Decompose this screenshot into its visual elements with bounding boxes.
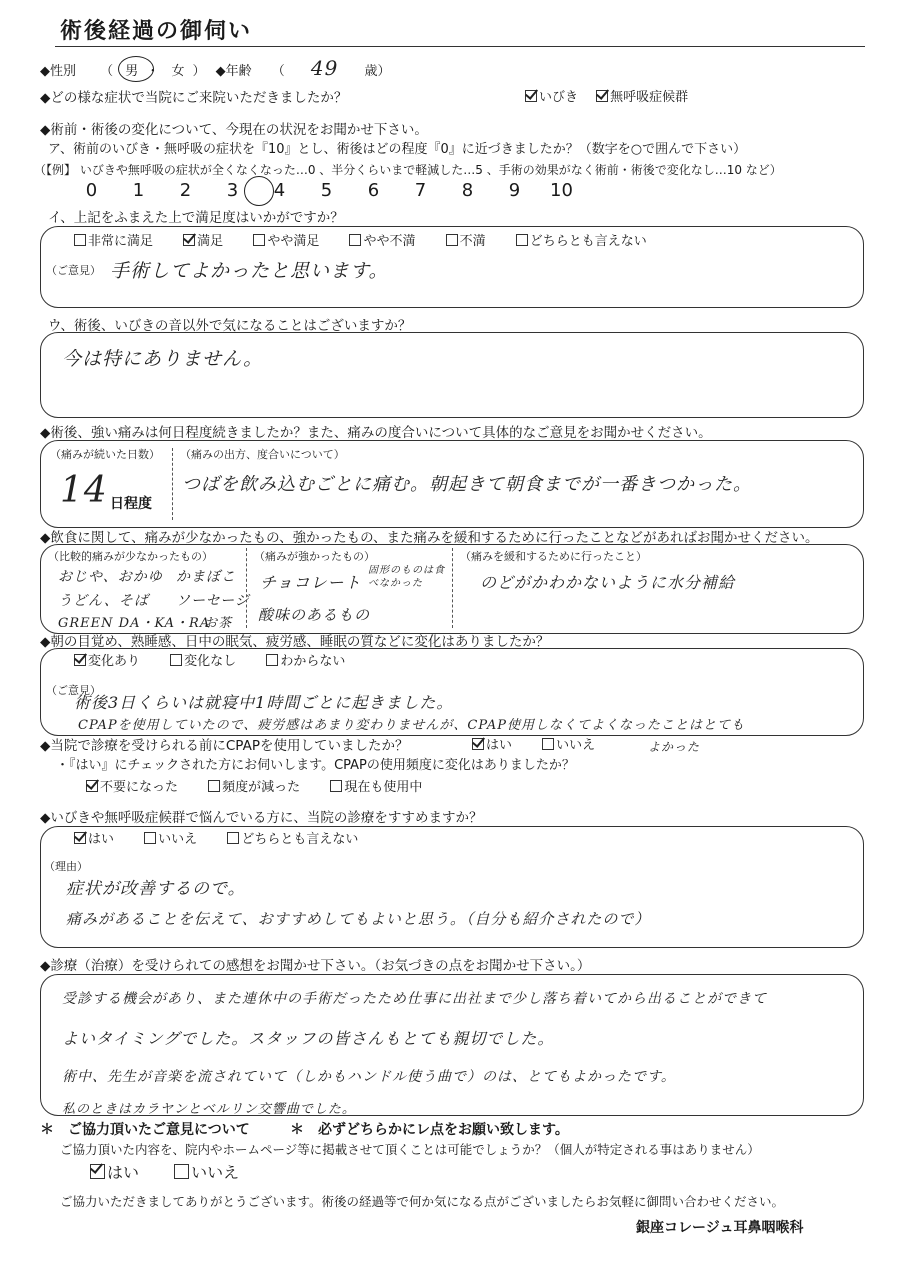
satisfaction-question: イ、上記をふまえた上で満足度はいかがですか？ [48, 210, 344, 226]
pain-divider [172, 448, 173, 520]
option-unknown: わからない [280, 654, 346, 669]
food-less-item-6: お茶 [204, 616, 233, 631]
consent-heading-left: ＊ ご協力頂いたご意見について [40, 1122, 250, 1138]
gender-female: 女 [171, 64, 185, 79]
cpap-options [472, 738, 621, 754]
option-snoring: いびき [539, 90, 579, 105]
impression-line4: 私のときはカラヤンとベルリン交響曲でした。 [62, 1102, 356, 1117]
food-less-item-2: かまぼこ [176, 569, 236, 585]
food-strong-item-2: 固形のものは食べなかった [368, 565, 445, 589]
food-less-label: （比較的痛みが少なかったもの） [48, 550, 213, 563]
checkbox-snoring[interactable] [525, 90, 537, 102]
option-somewhat-dissatisfied: やや不満 [363, 234, 416, 249]
scale-3[interactable]: 3 [226, 180, 239, 201]
checkbox-consent-yes[interactable] [90, 1164, 105, 1179]
recommend-reason-label: （理由） [44, 860, 88, 873]
option-somewhat-satisfied: やや満足 [267, 234, 320, 249]
other-answer: 今は特にありません。 [62, 348, 264, 370]
option-very-satisfied: 非常に満足 [88, 234, 154, 249]
satisfaction-comment: 手術してよかったと思います。 [110, 260, 389, 282]
cpap-follow-options [86, 780, 448, 796]
pain-days-value: 14 [60, 470, 108, 511]
consent-question: ご協力頂いた内容を、院内やホームページ等に掲載させて頂くことは可能でしょうか？（個人が特定される事はありません） [60, 1142, 760, 1157]
option-reduced: 頻度が減った [222, 780, 301, 795]
checkbox-recommend-yes[interactable] [74, 832, 86, 844]
severity-scale [68, 180, 585, 201]
pain-question: ◆術後、強い痛みは何日程度続きましたか？また、痛みの度合いについて具体的なご意見をお聞かせください。 [40, 425, 712, 441]
checkbox-satisfied[interactable] [183, 234, 195, 246]
food-relief-label: （痛みを緩和するために行ったこと） [460, 550, 647, 563]
checkbox-consent-no[interactable] [174, 1164, 189, 1179]
food-less-item-1: おじや、おかゆ [58, 569, 163, 585]
checkbox-somewhat-dissatisfied[interactable] [349, 234, 361, 246]
change-example: （【例】 いびきや無呼吸の症状が全くなくなった…0 、半分くらいまで軽減した…5 、手術の効果がなく術前・術後で変化なし…10 など） [34, 163, 782, 177]
option-neutral: どちらとも言えない [529, 234, 647, 249]
food-strong-label: （痛みが強かったもの） [254, 550, 375, 563]
option-changed: 変化あり [88, 654, 141, 669]
cpap-question: ◆当院で診療を受けられる前にCPAPを使用していましたか？ [40, 738, 409, 754]
satisfaction-options [74, 234, 673, 250]
profile-row: ◆性別 （ 男 ・ 女 ） ◆年齢 （ 49 歳） [40, 56, 391, 80]
sleep-question: ◆朝の目覚め、熟睡感、日中の眠気、疲労感、睡眠の質などに変化はありましたか？ [40, 634, 550, 650]
option-consent-no: いいえ [191, 1163, 240, 1182]
checkbox-unchanged[interactable] [170, 654, 182, 666]
checkbox-recommend-no[interactable] [144, 832, 156, 844]
option-cpap-no: いいえ [556, 738, 596, 753]
consent-options [90, 1164, 265, 1181]
scale-0[interactable]: 0 [85, 180, 98, 201]
scale-6[interactable]: 6 [367, 180, 380, 201]
symptom-options [525, 90, 688, 106]
checkbox-dissatisfied[interactable] [446, 234, 458, 246]
change-subquestion: ア、術前のいびき・無呼吸の症状を『10』とし、術後はどの程度『0』に近づきましたか？（数字を○で囲んで下さい） [48, 142, 747, 157]
impression-line1: 受診する機会があり、また連休中の手術だったため仕事に出社まで少し落ち着いてから出ることができて [62, 991, 767, 1007]
impression-line2: よいタイミングでした。スタッフの皆さんもとても親切でした。 [62, 1029, 555, 1048]
option-recommend-neutral: どちらとも言えない [241, 832, 359, 847]
scale-10[interactable]: 10 [550, 180, 573, 201]
title-underline [55, 46, 865, 47]
option-still-using: 現在も使用中 [344, 780, 423, 795]
recommend-options [74, 832, 384, 848]
age-unit: 歳 [364, 64, 378, 79]
sleep-comment-line3: よかった [648, 740, 701, 754]
recommend-reason-line2: 痛みがあることを伝えて、おすすめしてもよいと思う。（自分も紹介されたので） [66, 910, 651, 928]
option-consent-yes: はい [107, 1163, 140, 1182]
checkbox-recommend-neutral[interactable] [227, 832, 239, 844]
checkbox-somewhat-satisfied[interactable] [253, 234, 265, 246]
checkbox-cpap-no[interactable] [542, 738, 554, 750]
food-less-item-3: うどん、そば [58, 593, 149, 609]
selected-scale-circle [244, 176, 274, 206]
sleep-comment-line1: 術後3日くらいは就寝中1時間ごとに起きました。 [74, 693, 454, 712]
checkbox-still-using[interactable] [330, 780, 342, 792]
food-less-item-5: GREEN DA・KA・RA [58, 616, 211, 631]
food-divider-2 [452, 548, 453, 628]
scale-1[interactable]: 1 [132, 180, 145, 201]
symptom-question: ◆どの様な症状で当院にご来院いただきましたか？ [40, 90, 348, 106]
option-cpap-yes: はい [486, 738, 513, 753]
sleep-options [74, 654, 371, 670]
option-unchanged: 変化なし [184, 654, 237, 669]
scale-5[interactable]: 5 [320, 180, 333, 201]
male-circle [118, 56, 154, 82]
recommend-reason-line1: 症状が改善するので。 [66, 879, 246, 899]
checkbox-changed[interactable] [74, 654, 86, 666]
option-recommend-no: いいえ [158, 832, 198, 847]
scale-4[interactable]: 4 [273, 180, 286, 201]
age-value: 49 [310, 56, 339, 80]
food-relief: のどがかわかないように水分補給 [480, 573, 736, 592]
pain-detail: つばを飲み込むごとに痛む。朝起きて朝食までが一番きつかった。 [182, 474, 752, 495]
option-no-longer-needed: 不要になった [100, 780, 179, 795]
scale-7[interactable]: 7 [414, 180, 427, 201]
checkbox-cpap-yes[interactable] [472, 738, 484, 750]
age-label: ◆年齢 [215, 64, 252, 79]
checkbox-neutral[interactable] [516, 234, 528, 246]
pain-detail-label: （痛みの出方、度合いについて） [180, 448, 345, 461]
change-question: ◆術前・術後の変化について、今現在の状況をお聞かせ下さい。 [40, 122, 428, 138]
food-question: ◆飲食に関して、痛みが少なかったもの、強かったもの、また痛みを緩和するために行ったことなどがあればお聞かせください。 [40, 530, 819, 546]
recommend-question: ◆いびきや無呼吸症候群で悩んでいる方に、当院の診療をすすめますか？ [40, 810, 483, 826]
satisfaction-comment-label: （ご意見） [46, 264, 101, 277]
clinic-name: 銀座コレージュ耳鼻咽喉科 [636, 1220, 804, 1236]
pain-days-unit: 日程度 [110, 496, 152, 512]
checkbox-unknown[interactable] [266, 654, 278, 666]
food-divider-1 [246, 548, 247, 628]
option-recommend-yes: はい [88, 832, 115, 847]
food-strong-item-3: 酸味のあるもの [258, 606, 371, 624]
impression-question: ◆診療（治療）を受けられての感想をお聞かせ下さい。（お気づきの点をお聞かせ下さい。） [40, 958, 591, 974]
page-title: 術後経過の御伺い [60, 19, 253, 44]
option-satisfied: 満足 [197, 234, 224, 249]
sleep-comment-line2: CPAPを使用していたので、疲労感はあまり変わりませんが、CPAP使用しなくてよくなったことはとても [78, 718, 746, 733]
checkbox-reduced[interactable] [208, 780, 220, 792]
scale-2[interactable]: 2 [179, 180, 192, 201]
option-apnea: 無呼吸症候群 [610, 90, 689, 105]
checkbox-very-satisfied[interactable] [74, 234, 86, 246]
option-dissatisfied: 不満 [459, 234, 486, 249]
checkbox-apnea[interactable] [596, 90, 608, 102]
food-less-item-4: ソーセージ [176, 593, 250, 609]
gender-label: ◆性別 [40, 64, 76, 79]
impression-line3: 術中、先生が音楽を流されていて（しかもハンドル使う曲で）のは、とてもよかったです。 [62, 1069, 676, 1085]
consent-heading-right: ＊ 必ずどちらかにレ点をお願い致します。 [290, 1122, 569, 1138]
scale-8[interactable]: 8 [461, 180, 474, 201]
sleep-comment-label: （ご意見） [46, 684, 101, 697]
thanks-message: ご協力いただきましてありがとうございます。術後の経過等で何か気になる点がございましたらお気軽に御問い合わせください。 [60, 1194, 785, 1209]
scale-9[interactable]: 9 [508, 180, 521, 201]
checkbox-no-longer-needed[interactable] [86, 780, 98, 792]
other-question: ウ、術後、いびきの音以外で気になることはございますか？ [48, 318, 412, 334]
pain-days-label: （痛みが続いた日数） [50, 448, 160, 461]
gender-male: 男 [125, 64, 139, 79]
food-strong-item-1: チョコレート [260, 573, 362, 592]
cpap-followup: ・『はい』にチェックされた方にお伺いします。CPAPの使用頻度に変化はありましたか？ [56, 758, 575, 773]
